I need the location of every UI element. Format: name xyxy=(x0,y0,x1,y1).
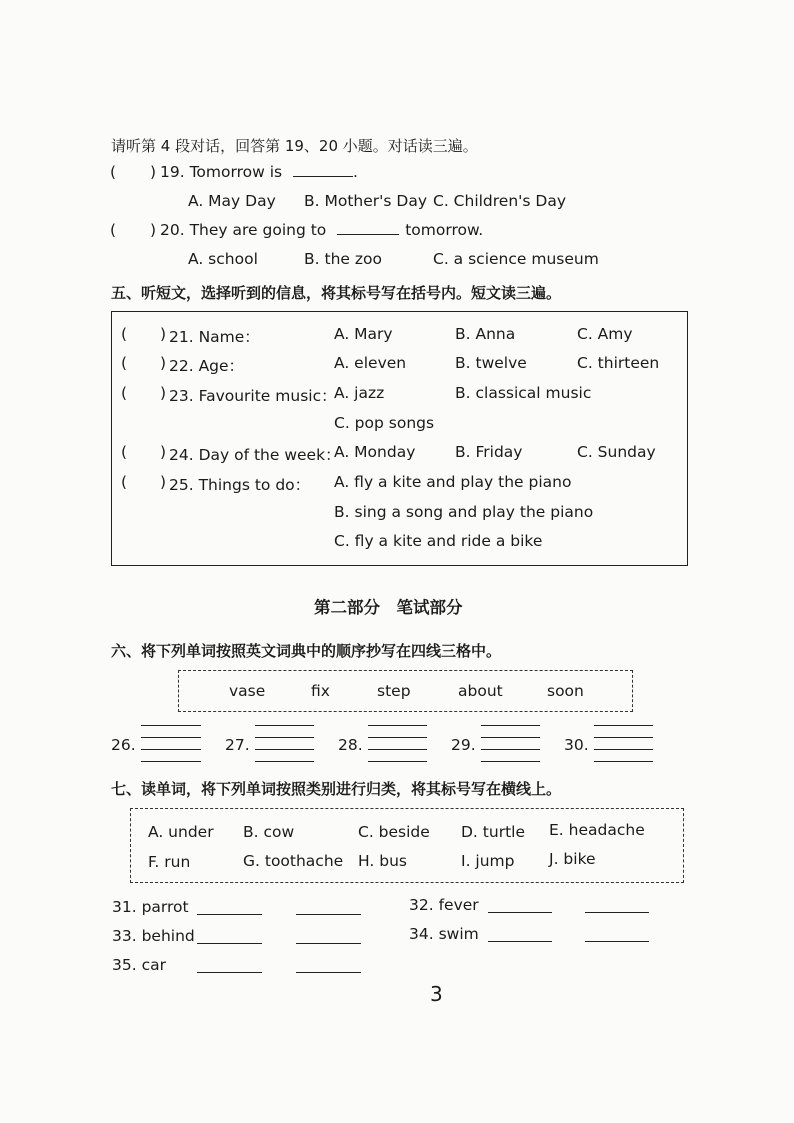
q23-option-b: B. classical music xyxy=(455,384,592,402)
q26-label: 26. xyxy=(111,736,136,754)
q35-label: 35. car xyxy=(112,956,166,974)
q25-label: 25. Things to do： xyxy=(169,476,311,494)
word-about: about xyxy=(458,682,503,700)
q27-label: 27. xyxy=(225,736,250,754)
q29-label: 29. xyxy=(451,736,476,754)
q25-option-c: C. fly a kite and ride a bike xyxy=(334,532,543,550)
part2-title: 第二部分 笔试部分 xyxy=(314,598,463,617)
q20-paren-close: ) xyxy=(150,221,157,239)
section5-box xyxy=(111,311,688,566)
q19-period: . xyxy=(353,163,358,181)
q25-paren-close: ) xyxy=(160,473,167,491)
word-option-f: F. run xyxy=(148,853,191,871)
q21-option-a: A. Mary xyxy=(334,325,393,343)
q23-label: 23. Favourite music： xyxy=(169,387,337,405)
q20-stem xyxy=(160,221,483,239)
q21-option-b: B. Anna xyxy=(455,325,516,343)
q19-stem-text: 19. Tomorrow is xyxy=(160,163,283,181)
q22-paren-open: ( xyxy=(121,354,128,372)
q19-paren-close: ) xyxy=(150,163,157,181)
q33-label: 33. behind xyxy=(112,927,195,945)
q22-paren-close: ) xyxy=(160,354,167,372)
q20-option-a: A. school xyxy=(188,250,258,268)
q25-option-b: B. sing a song and play the piano xyxy=(334,503,594,521)
word-option-h: H. bus xyxy=(358,852,407,870)
word-option-d: D. turtle xyxy=(461,823,525,841)
q25-option-a: A. fly a kite and play the piano xyxy=(334,473,572,491)
q21-paren-close: ) xyxy=(160,325,167,343)
section7-word-box xyxy=(130,808,684,883)
q33-blank-2[interactable] xyxy=(296,943,361,944)
q24-option-b: B. Friday xyxy=(455,443,523,461)
q31-label: 31. parrot xyxy=(112,898,189,916)
word-step: step xyxy=(377,682,411,700)
q21-paren-open: ( xyxy=(121,325,128,343)
q35-blank-1[interactable] xyxy=(197,972,262,973)
q19-stem xyxy=(160,163,358,181)
q24-label: 24. Day of the week： xyxy=(169,446,341,464)
page-number: 3 xyxy=(430,982,443,1006)
q25-paren-open: ( xyxy=(121,473,128,491)
section6-title: 六、将下列单词按照英文词典中的顺序抄写在四线三格中。 xyxy=(111,642,502,660)
q22-option-c: C. thirteen xyxy=(577,354,660,372)
q32-label: 32. fever xyxy=(409,896,479,914)
word-option-j: J. bike xyxy=(549,850,596,868)
q19-paren-open: ( xyxy=(110,163,117,181)
q32-blank-1[interactable] xyxy=(488,912,552,913)
q34-blank-1[interactable] xyxy=(488,941,552,942)
word-option-g: G. toothache xyxy=(243,852,344,870)
q20-paren-open: ( xyxy=(110,221,117,239)
word-vase: vase xyxy=(229,682,266,700)
q34-label: 34. swim xyxy=(409,925,479,943)
word-option-i: I. jump xyxy=(461,852,515,870)
q35-blank-2[interactable] xyxy=(296,972,361,973)
word-fix: fix xyxy=(311,682,330,700)
q28-label: 28. xyxy=(338,736,363,754)
q21-label: 21. Name： xyxy=(169,328,260,346)
section4-instruction: 请听第 4 段对话，回答第 19、20 小题。对话读三遍。 xyxy=(111,137,478,155)
q20-option-b: B. the zoo xyxy=(304,250,382,268)
q21-option-c: C. Amy xyxy=(577,325,633,343)
q24-paren-open: ( xyxy=(121,443,128,461)
q22-label: 22. Age： xyxy=(169,357,245,375)
q23-paren-open: ( xyxy=(121,384,128,402)
section5-title: 五、听短文，选择听到的信息，将其标号写在括号内。短文读三遍。 xyxy=(111,284,562,302)
q19-answer-blank[interactable] xyxy=(293,176,353,177)
word-option-b: B. cow xyxy=(243,823,295,841)
q20-stem-text: 20. They are going to xyxy=(160,221,327,239)
q34-blank-2[interactable] xyxy=(585,941,649,942)
q19-option-b: B. Mother's Day xyxy=(304,192,428,210)
q22-option-a: A. eleven xyxy=(334,354,407,372)
word-option-a: A. under xyxy=(148,823,214,841)
q20-option-c: C. a science museum xyxy=(433,250,599,268)
q32-blank-2[interactable] xyxy=(585,912,649,913)
q23-paren-close: ) xyxy=(160,384,167,402)
q31-blank-1[interactable] xyxy=(197,914,262,915)
q23-option-a: A. jazz xyxy=(334,384,385,402)
word-option-e: E. headache xyxy=(549,821,645,839)
q24-paren-close: ) xyxy=(160,443,167,461)
q20-tail: tomorrow. xyxy=(405,221,484,239)
q33-blank-1[interactable] xyxy=(197,943,262,944)
word-soon: soon xyxy=(547,682,584,700)
q19-option-c: C. Children's Day xyxy=(433,192,567,210)
q23-option-c: C. pop songs xyxy=(334,414,435,432)
word-option-c: C. beside xyxy=(358,823,430,841)
q24-option-c: C. Sunday xyxy=(577,443,656,461)
q24-option-a: A. Monday xyxy=(334,443,416,461)
q30-label: 30. xyxy=(564,736,589,754)
q19-option-a: A. May Day xyxy=(188,192,276,210)
q20-answer-blank[interactable] xyxy=(337,234,399,235)
q31-blank-2[interactable] xyxy=(296,914,361,915)
section7-title: 七、读单词，将下列单词按照类别进行归类，将其标号写在横线上。 xyxy=(111,780,562,798)
q22-option-b: B. twelve xyxy=(455,354,527,372)
